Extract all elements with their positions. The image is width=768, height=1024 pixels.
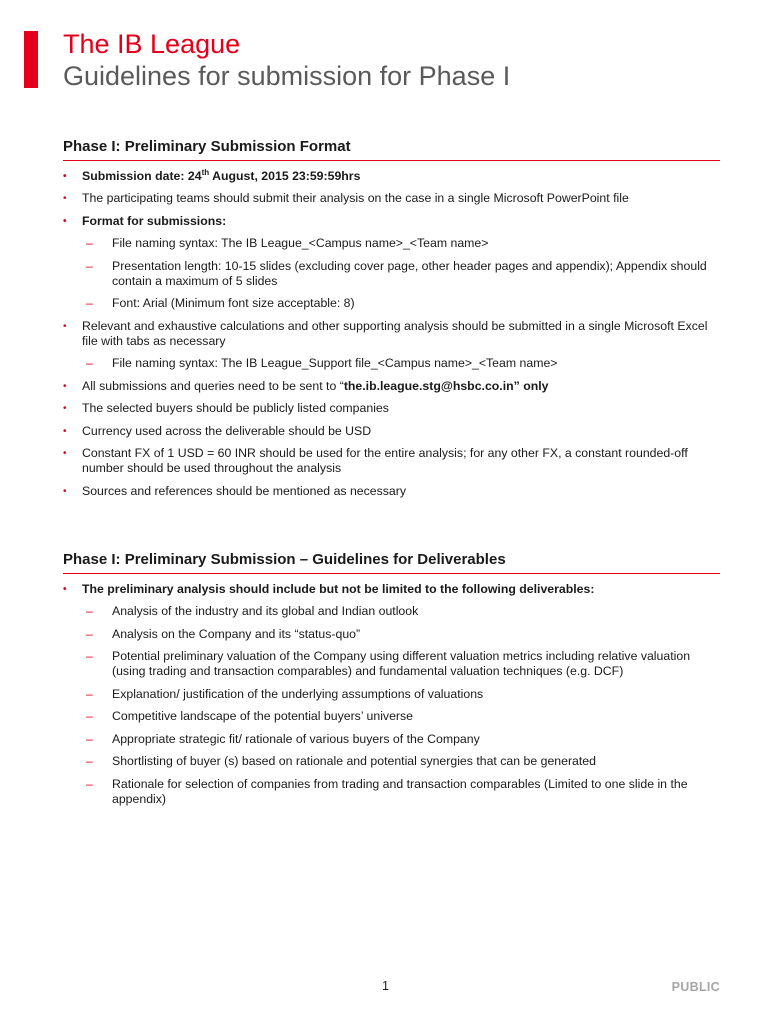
sub-item-support-file-naming: – File naming syntax: The IB League_Support file_<Campus name>_<Team name> (63, 356, 720, 371)
sub-item-deliverable: – Analysis of the industry and its global and Indian outlook (63, 604, 720, 619)
section-heading: Phase I: Preliminary Submission Format (63, 138, 720, 161)
sub-item-presentation-length: – Presentation length: 10-15 slides (excluding cover page, other header pages and appendix); Appendix should contain a maximum of 5 slides (63, 259, 720, 289)
section-submission-format (63, 138, 720, 499)
sub-item-font: – Font: Arial (Minimum font size acceptable: 8) (63, 296, 720, 311)
list-item-deliverables-intro: • The preliminary analysis should include but not be limited to the following deliverables: (63, 582, 720, 597)
accent-bar (24, 31, 38, 88)
classification-label: PUBLIC (671, 980, 720, 994)
sub-item-deliverable: – Potential preliminary valuation of the Company using different valuation metrics including relative valuation (using trading and transaction comparables) and fundamental valuation techniques (e.g. DCF) (63, 649, 720, 679)
list-item-fx: • Constant FX of 1 USD = 60 INR should be used for the entire analysis; for any other FX, a constant rounded-off number should be used throughout the analysis (63, 446, 720, 476)
list-item-excel: • Relevant and exhaustive calculations and other supporting analysis should be submitted in a single Microsoft Excel file with tabs as necessary (63, 319, 720, 349)
list-item-format-label: • Format for submissions: (63, 214, 720, 229)
sub-item-deliverable: – Analysis on the Company and its “status-quo” (63, 627, 720, 642)
list-item-sources: • Sources and references should be mentioned as necessary (63, 484, 720, 499)
submission-format-list (63, 169, 720, 499)
sub-item-deliverable: – Rationale for selection of companies from trading and transaction comparables (Limited to one slide in the appendix) (63, 777, 720, 807)
page-subtitle: Guidelines for submission for Phase I (63, 61, 511, 91)
email-address: the.ib.league.stg@hsbc.co.in” only (343, 378, 549, 393)
page-number: 1 (382, 979, 389, 993)
deliverables-list (63, 582, 720, 807)
sub-item-deliverable: – Explanation/ justification of the underlying assumptions of valuations (63, 687, 720, 702)
page-title: The IB League (63, 29, 241, 59)
sub-item-file-naming: – File naming syntax: The IB League_<Campus name>_<Team name> (63, 236, 720, 251)
sub-item-deliverable: – Shortlisting of buyer (s) based on rationale and potential synergies that can be generated (63, 754, 720, 769)
section-heading: Phase I: Preliminary Submission – Guidelines for Deliverables (63, 551, 720, 574)
list-item-submission-date: • Submission date: 24th August, 2015 23:59:59hrs (63, 169, 720, 184)
section-deliverables (63, 551, 720, 807)
list-item-email: • All submissions and queries need to be sent to “the.ib.league.stg@hsbc.co.in” only (63, 379, 720, 394)
sub-item-deliverable: – Competitive landscape of the potential buyers’ universe (63, 709, 720, 724)
list-item-single-file: • The participating teams should submit their analysis on the case in a single Microsoft PowerPoint file (63, 191, 720, 206)
list-item-currency: • Currency used across the deliverable should be USD (63, 424, 720, 439)
sub-item-deliverable: – Appropriate strategic fit/ rationale of various buyers of the Company (63, 732, 720, 747)
list-item-buyers: • The selected buyers should be publicly listed companies (63, 401, 720, 416)
